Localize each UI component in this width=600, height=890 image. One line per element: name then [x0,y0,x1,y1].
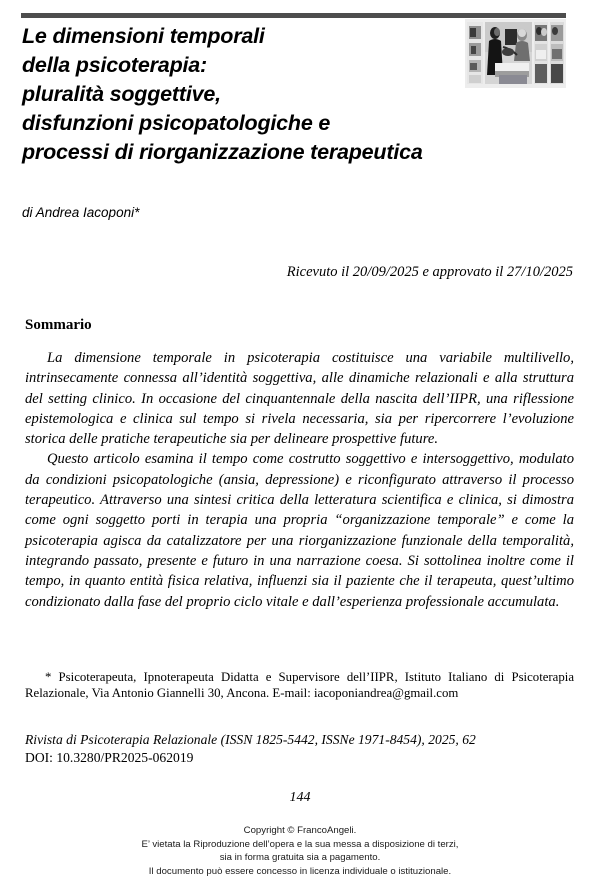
title-line-1: Le dimensioni temporali [22,24,265,48]
article-title [22,22,462,167]
journal-citation [25,731,574,767]
received-approved-date: Ricevuto il 20/09/2025 e approvato il 27/10/2025 [286,264,573,280]
copyright-footer [0,824,600,878]
copyright-line-4: Il documento può essere concesso in licenza individuale o istituzionale. [148,865,452,877]
footnote-marker: * [45,670,52,684]
page-number: 144 [289,790,311,805]
abstract-paragraph-2: Questo articolo esamina il tempo come costrutto soggettivo e intersoggettivo, modulato da condizioni psicopatologiche (ansia, depressione) e riconfigurato attraverso il processo terapeutico. Attraverso una sintesi critica della letteratura scientifica e clinica, si dimostra come ogni soggetto porti in terapia una propria “organizzazione temporale” e come la psicoterapia agisca da catalizzatore per una riorganizzazione funzionale della temporalità, integrando passato, presente e futuro in una narrazione coesa. Si sottolinea inoltre come il tempo, in quanto entità fisica relativa, influenzi sia il paziente che il terapeuta, quest’ultimo condizionato dalla fase del proprio ciclo vitale e dall’esperienza professionale accumulata. [25,451,574,610]
title-line-5: processi di riorganizzazione terapeutica [22,140,423,164]
abstract-body [25,348,574,612]
author-footnote [25,669,574,702]
journal-line: Rivista di Psicoterapia Relazionale (ISSN 1825-5442, ISSNe 1971-8454), 2025, 62 [25,732,476,747]
copyright-line-1: Copyright © FrancoAngeli. [243,825,357,836]
title-line-2: della psicoterapia: [22,53,207,77]
header-photo-collage-image [465,19,566,88]
title-line-4: disfunzioni psicopatologiche e [22,111,331,135]
collage-graphic [465,19,566,88]
abstract-heading: Sommario [25,317,92,333]
copyright-line-2: E’ vietata la Riproduzione dell’opera e la sua messa a disposizione di terzi, [141,838,459,850]
author-byline: di Andrea Iacoponi* [22,205,140,220]
abstract-paragraph-1: La dimensione temporale in psicoterapia costituisce una variabile multilivello, intrinsecamente connessa all’identità soggettiva, alle dinamiche relazionali e alla struttura del setting clinico. In occasione del cinquantennale della nascita dell’IIPR, una riflessione epistemologica e clinica sul tempo si rivela necessaria, sia per ripercorrere l’evoluzione storica delle pratiche terapeutiche sia per delineare prospettive future. [25,350,574,448]
footnote-paragraph [25,669,574,702]
copyright-line-3: sia in forma gratuita sia a pagamento. [219,852,381,864]
doi-line: DOI: 10.3280/PR2025-062019 [25,750,194,765]
header-rule [21,13,566,18]
title-line-3: pluralità soggettive, [22,82,221,106]
footnote-text: Psicoterapeuta, Ipnoterapeuta Didatta e Supervisore dell’IIPR, Istituto Italiano di Psicoterapia Relazionale, Via Antonio Giannelli 30, Ancona. E-mail: iacoponiandrea@gmail.com [25,670,574,701]
